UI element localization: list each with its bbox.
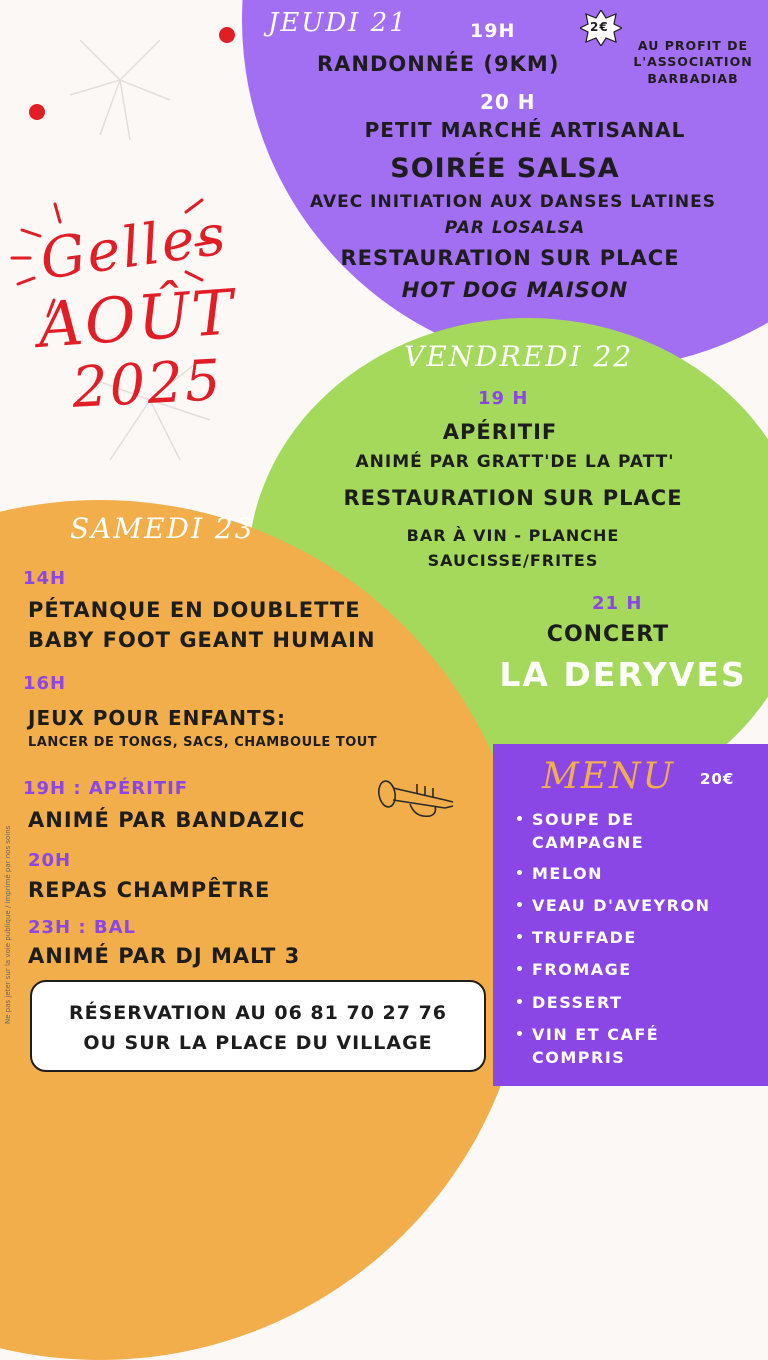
reservation-line1: RÉSERVATION AU 06 81 70 27 76 [68, 1002, 448, 1024]
vendredi-time-19h: 19 H [478, 388, 529, 409]
red-dot [219, 27, 235, 43]
vendredi-event-aperitif: APÉRITIF [442, 420, 558, 444]
jeudi-event-randonnee: RANDONNÉE (9KM) [317, 52, 560, 76]
menu-price: 20€ [700, 770, 735, 788]
vendredi-event-saucisse: SAUCISSE/FRITES [427, 551, 599, 570]
samedi-time-19h: 19H : APÉRITIF [23, 778, 189, 799]
vendredi-time-21h: 21 H [592, 593, 643, 614]
samedi-heading: SAMEDI 23 [70, 512, 255, 545]
menu-item: SOUPE DE CAMPAGNE [517, 808, 644, 854]
vendredi-event-aperitif-sub: ANIMÉ PAR GRATT'DE LA PATT' [355, 452, 675, 472]
jeudi-heading: JEUDI 21 [268, 8, 408, 38]
benefit-line3: BARBADIAB [647, 71, 739, 86]
samedi-time-20h: 20H [28, 850, 72, 871]
red-dot [29, 104, 45, 120]
reservation-box [30, 980, 486, 1072]
samedi-time-16h: 16H [23, 673, 67, 694]
jeudi-time-19h: 19H [470, 20, 516, 42]
reservation-line2: OU SUR LA PLACE DU VILLAGE [83, 1032, 433, 1054]
menu-item: VEAU D'AVEYRON [517, 894, 710, 917]
vendredi-event-restauration: RESTAURATION SUR PLACE [343, 486, 683, 510]
price-badge-label: 2€ [590, 20, 609, 34]
benefit-line2: L'ASSOCIATION [633, 54, 753, 69]
title-gelles: Gelles [36, 202, 232, 293]
samedi-event-jeux-sub: LANCER DE TONGS, SACS, CHAMBOULE TOUT [28, 735, 378, 750]
jeudi-event-salsa: SOIRÉE SALSA [390, 153, 620, 184]
jeudi-event-restauration: RESTAURATION SUR PLACE [340, 246, 680, 270]
jeudi-time-20h: 20 H [480, 90, 536, 114]
jeudi-event-hotdog: HOT DOG MAISON [401, 278, 629, 302]
benefit-line1: AU PROFIT DE [637, 38, 749, 53]
samedi-event-bal: ANIMÉ PAR DJ MALT 3 [28, 944, 301, 968]
jeudi-event-salsa-by: PAR LOSALSA [444, 218, 586, 238]
menu-item: TRUFFADE [517, 926, 637, 949]
menu-item: VIN ET CAFÉ COMPRIS [517, 1023, 659, 1069]
menu-item: MELON [517, 862, 603, 885]
vendredi-event-concert: CONCERT [546, 622, 670, 647]
jeudi-event-salsa-sub: AVEC INITIATION AUX DANSES LATINES [310, 192, 716, 212]
samedi-event-bandazic: ANIMÉ PAR BANDAZIC [28, 808, 306, 832]
samedi-time-23h: 23H : BAL [28, 917, 136, 938]
side-legal-note: Ne pas jeter sur la voie publique / imprimé par nos soins [4, 825, 12, 1024]
samedi-event-petanque: PÉTANQUE EN DOUBLETTE [28, 598, 361, 622]
price-badge [580, 10, 622, 46]
menu-item: FROMAGE [517, 958, 632, 981]
title-aout: AOÛT [35, 275, 238, 362]
samedi-event-repas: REPAS CHAMPÊTRE [28, 878, 271, 902]
jeudi-event-marche: PETIT MARCHÉ ARTISANAL [364, 118, 686, 142]
menu-item: DESSERT [517, 991, 622, 1014]
title-year: 2025 [70, 348, 225, 421]
vendredi-band-name: LA DERYVES [499, 655, 747, 694]
samedi-time-14h: 14H [23, 568, 67, 589]
trumpet-icon [375, 776, 460, 826]
menu-title: MENU [542, 756, 675, 797]
samedi-event-babyfoot: BABY FOOT GEANT HUMAIN [28, 628, 376, 652]
vendredi-heading: VENDREDI 22 [404, 340, 634, 373]
vendredi-event-bar: BAR À VIN - PLANCHE [406, 526, 620, 545]
samedi-event-jeux: JEUX POUR ENFANTS: [28, 706, 287, 730]
